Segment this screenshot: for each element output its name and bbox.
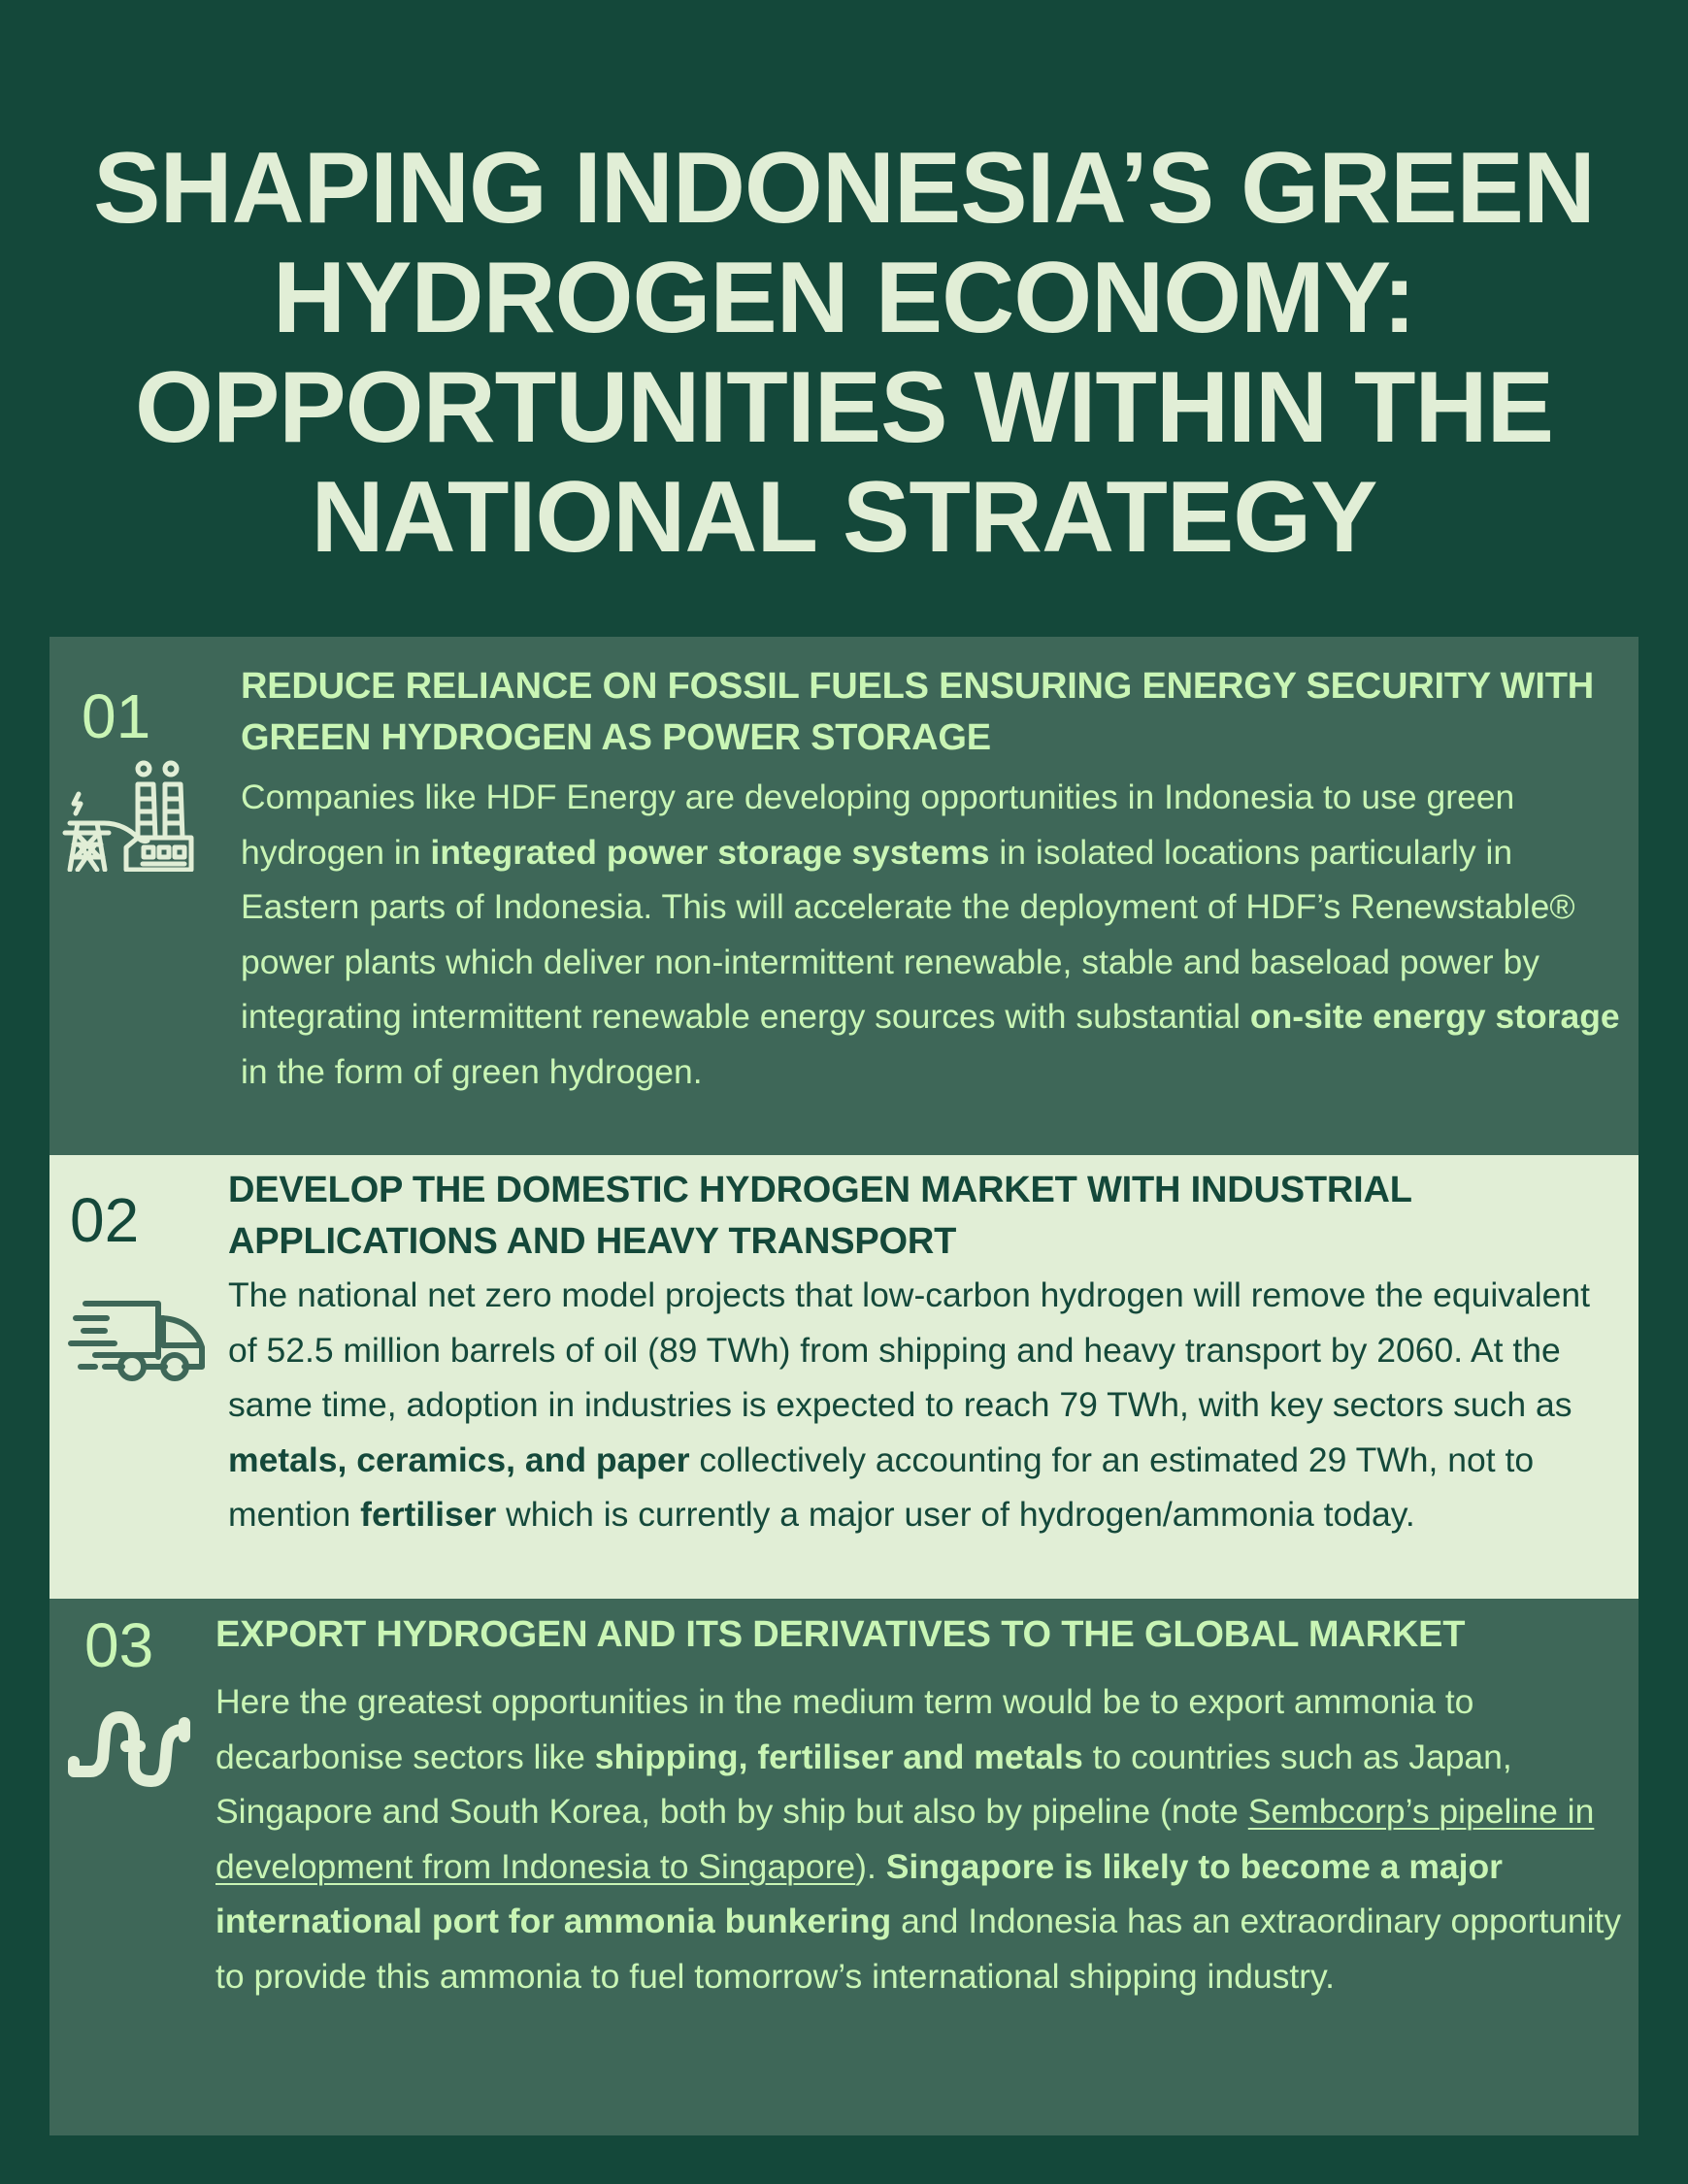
body-text: which is currently a major user of hydrogen/ammonia today. bbox=[496, 1495, 1415, 1534]
body-emphasis: metals, ceramics, and paper bbox=[228, 1439, 690, 1479]
body-text: Here the greatest opportunities in the medium term would be to export ammonia to decarbonise sectors like bbox=[215, 1682, 1474, 1776]
section-domestic-market bbox=[50, 1155, 1638, 1599]
pipeline-icon bbox=[66, 1705, 192, 1798]
body-text: The national net zero model projects that low-carbon hydrogen will remove the equivalent of 52.5 million barrels of oil (89 TWh) from shipping and heavy transport by 2060. At the same time, adoption in industries is expected to reach 79 TWh, with key sectors such as bbox=[228, 1275, 1591, 1424]
body-text: and Indonesia has an extraordinary opportunity to provide this ammonia to fuel tomorrow’s international shipping industry. bbox=[215, 1902, 1622, 1996]
delivery-truck-icon bbox=[66, 1299, 212, 1391]
page-title: SHAPING INDONESIA’S GREEN HYDROGEN ECONOMY: OPPORTUNITIES WITHIN THE NATIONAL STRATEGY bbox=[93, 132, 1595, 574]
body-text: in the form of green hydrogen. bbox=[241, 1051, 703, 1091]
body-text: collectively accounting for an estimated 29 TWh, not to mention bbox=[228, 1439, 1535, 1534]
section-number: 02 bbox=[70, 1185, 140, 1255]
section-heading: REDUCE RELIANCE ON FOSSIL FUELS ENSURING ENERGY SECURITY WITH GREEN HYDROGEN AS POWER STORAGE bbox=[241, 666, 1594, 758]
section-body bbox=[241, 770, 1629, 1099]
body-emphasis: shipping, fertiliser and metals bbox=[594, 1737, 1083, 1776]
power-plant-icon bbox=[60, 755, 206, 877]
body-emphasis: integrated power storage systems bbox=[430, 832, 990, 872]
section-energy-security bbox=[50, 637, 1638, 1155]
section-heading: EXPORT HYDROGEN AND ITS DERIVATIVES TO THE GLOBAL MARKET bbox=[215, 1614, 1466, 1655]
section-body bbox=[215, 1674, 1623, 2003]
body-emphasis: on-site energy storage bbox=[1249, 997, 1620, 1036]
body-text: Companies like HDF Energy are developing opportunities in Indonesia to use green hydrogen in bbox=[241, 778, 1515, 872]
body-emphasis: fertiliser bbox=[360, 1495, 497, 1534]
section-heading: DEVELOP THE DOMESTIC HYDROGEN MARKET WITH INDUSTRIAL APPLICATIONS AND HEAVY TRANSPORT bbox=[228, 1170, 1412, 1262]
body-emphasis: Singapore is likely to become a major international port for ammonia bunkering bbox=[215, 1846, 1503, 1940]
body-text: ). bbox=[855, 1846, 886, 1886]
body-text: in isolated locations particularly in Eastern parts of Indonesia. This will accelerate the deployment of HDF’s Renewstable® power plants which deliver non-intermittent renewable, stable and baseload power by integrating intermittent renewable energy sources with substantial bbox=[241, 832, 1575, 1036]
section-export-market bbox=[50, 1599, 1638, 2135]
sembcorp-pipeline-link[interactable]: Sembcorp’s pipeline in development from Indonesia to Singapore bbox=[215, 1792, 1595, 1886]
section-number: 01 bbox=[82, 681, 151, 751]
body-text: to countries such as Japan, Singapore and South Korea, both by ship but also by pipeline (note bbox=[215, 1737, 1512, 1831]
section-number: 03 bbox=[84, 1610, 154, 1680]
section-body bbox=[228, 1268, 1626, 1542]
